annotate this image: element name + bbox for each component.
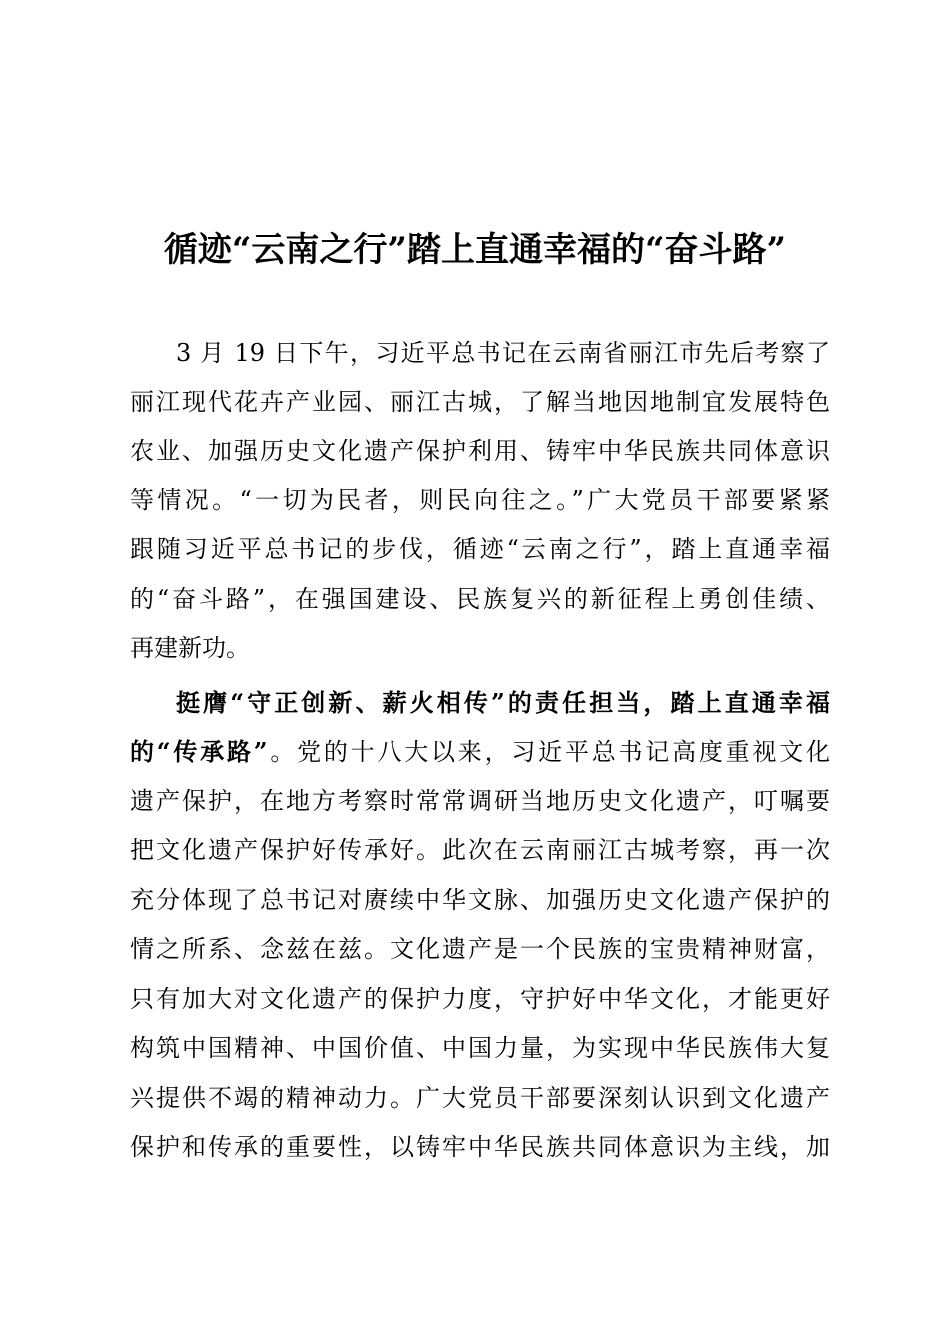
- paragraph-2-line-4: 把文化遗产保护好传承好。此次在云南丽江古城考察，再一次: [130, 836, 830, 864]
- document-title: 循迹“云南之行”踏上直通幸福的“奋斗路”: [163, 230, 787, 270]
- paragraph-2-line-9: 兴提供不竭的精神动力。广大党员干部要深刻认识到文化遗产: [130, 1084, 830, 1112]
- paragraph-2-heading-part-2: 的“传承路”: [130, 737, 268, 766]
- paragraph-2-heading-line-1: 挺膺“守正创新、薪火相传”的责任担当，踏上直通幸福: [176, 688, 830, 717]
- paragraph-2-line-7: 只有加大对文化遗产的保护力度，守护好中华文化，才能更好: [130, 985, 830, 1013]
- paragraph-2-line-6: 情之所系、念兹在兹。文化遗产是一个民族的宝贵精神财富，: [130, 935, 830, 963]
- paragraph-2-line-2-rest: 。党的十八大以来，习近平总书记高度重视文化: [267, 738, 830, 766]
- paragraph-1-line-2: 丽江现代花卉产业园、丽江古城，了解当地因地制宜发展特色: [130, 388, 830, 416]
- paragraph-2-line-8: 构筑中国精神、中国价值、中国力量，为实现中华民族伟大复: [130, 1034, 830, 1062]
- paragraph-2-line-10: 保护和传承的重要性，以铸牢中华民族共同体意识为主线，加: [130, 1133, 830, 1161]
- paragraph-1-line-4: 等情况。“一切为民者，则民向往之。”广大党员干部要紧紧: [130, 486, 830, 514]
- paragraph-1-line-3: 农业、加强历史文化遗产保护利用、铸牢中华民族共同体意识: [130, 437, 830, 465]
- paragraph-2-line-3: 遗产保护，在地方考察时常常调研当地历史文化遗产，叮嘱要: [130, 787, 830, 815]
- paragraph-1-line-5: 跟随习近平总书记的步伐，循迹“云南之行”，踏上直通幸福: [130, 535, 830, 563]
- paragraph-1-line-1: 3 月 19 日下午，习近平总书记在云南省丽江市先后考察了: [176, 339, 830, 367]
- paragraph-2-line-2: [130, 733, 830, 771]
- paragraph-1-line-6: 的“奋斗路”，在强国建设、民族复兴的新征程上勇创佳绩、: [130, 585, 830, 613]
- paragraph-1-line-7: 再建新功。: [130, 634, 250, 662]
- paragraph-2-line-5: 充分体现了总书记对赓续中华文脉、加强历史文化遗产保护的: [130, 886, 830, 914]
